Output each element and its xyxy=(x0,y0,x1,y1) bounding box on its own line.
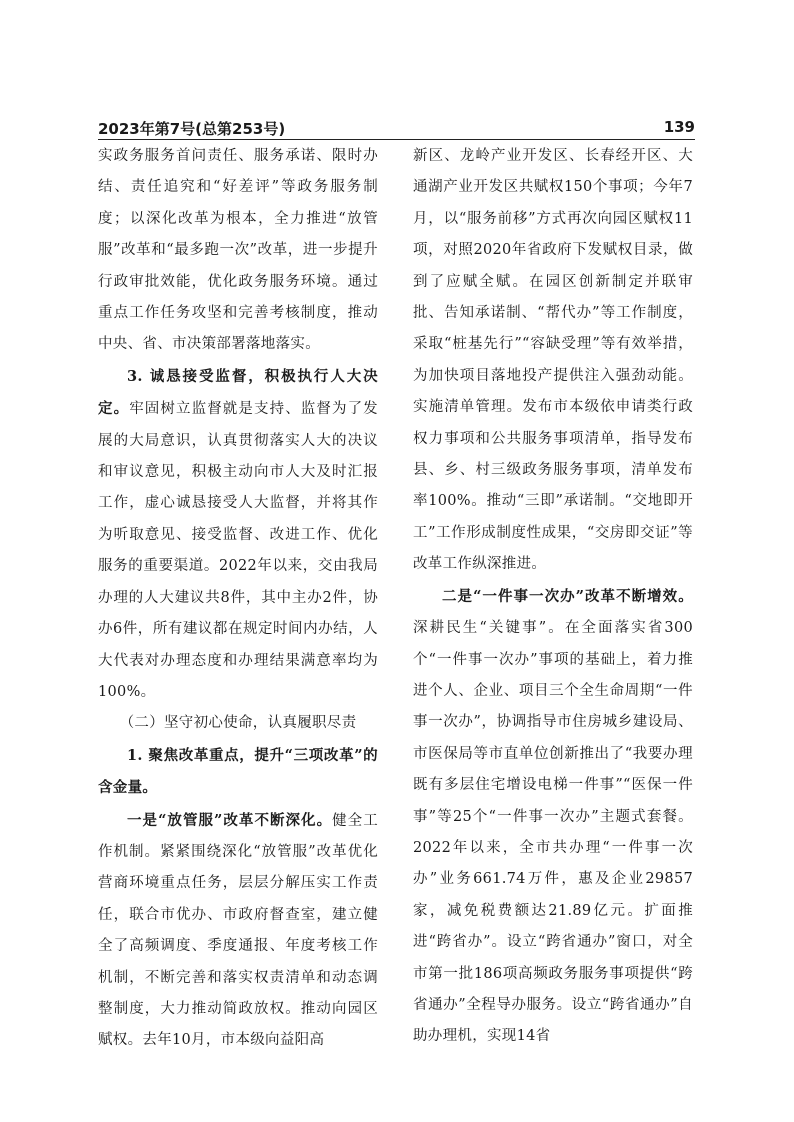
paragraph-continued: 新区、龙岭产业开发区、长春经开区、大通湖产业开发区共赋权150个事项；今年7月，以“服务前移”方式再次向园区赋权11项，对照2020年省政府下发赋权目录，做到了应赋全赋。在园区创新制定并联审批、告知承诺制、“帮代办”等工作制度，采取“桩基先行”“容缺受理”等有效举措，为加快项目落地投产提供注入强劲动能。实施清单管理。发布市本级依申请类行政权力事项和公共服务事项清单，指导发布县、乡、村三级政务服务事项，清单发布率100%。推动“三即”承诺制。“交地即开工”工作形成制度性成果，“交房即交证”等改革工作纵深推进。 xyxy=(413,148,693,573)
paragraph-fangguanfu xyxy=(98,805,378,1057)
left-column xyxy=(98,141,378,1057)
paragraph-heading: 二是“一件事一次办”改革不断增效。 xyxy=(442,587,693,605)
right-column xyxy=(413,141,693,1053)
paragraph-body: 深耕民生“关键事”。在全面落实省300个“一件事一次办”事项的基础上，着力推进个人、企业、项目三个全生命周期“一件事一次办”，协调指导市住房城乡建设局、市医保局等市直单位创新推出了“我要办理既有多层住宅增设电梯一件事”“医保一件事”等25个“一件事一次办”主题式套餐。2022年以来，全市共办理“一件事一次办”业务661.74万件，惠及企业29857家，减免税费额达21.89亿元。扩面推进“跨省办”。设立“跨省通办”窗口，对全市第一批186项高频政务服务事项提供“跨省通办”全程导办服务。设立“跨省通办”自助办理机，实现14省 xyxy=(413,620,693,1045)
paragraph-heading: 一是“放管服”改革不断深化。 xyxy=(127,811,333,829)
subsection-heading xyxy=(98,740,378,805)
page-number: 139 xyxy=(663,118,695,136)
paragraph-body: 健全工作机制。紧紧围绕深化“放管服”改革优化营商环境重点任务，层层分解压实工作责任，联合市优办、市政府督查室，建立健全了高频调度、季度通报、年度考核工作机制，不断完善和落实权责清单和动态调整制度，大力推动简政放权。推动向园区赋权。去年10月，市本级向益阳高 xyxy=(98,812,378,1049)
issue-label: 2023年第7号(总第253号) xyxy=(98,120,286,138)
paragraph-one-thing xyxy=(413,581,693,1053)
paragraph-supervision xyxy=(98,361,378,708)
section-heading: （二）坚守初心使命，认真履职尽责 xyxy=(119,715,357,732)
header-rule xyxy=(98,139,695,140)
paragraph-heading: 3. 诚恳接受监督，积极执行人大决定。 xyxy=(98,367,378,418)
subsection-heading-text: 1. 聚焦改革重点，提升“三项改革”的含金量。 xyxy=(98,746,378,797)
page-header xyxy=(98,118,695,140)
paragraph-continued: 实政务服务首问责任、服务承诺、限时办结、责任追究和“好差评”等政务服务制度；以深化改革为根本，全力推进“放管服”改革和“最多跑一次”改革，进一步提升行政审批效能，优化政务服务环境。通过重点工作任务攻坚和完善考核制度，推动中央、省、市决策部署落地落实。 xyxy=(98,148,378,353)
paragraph-body: 牢固树立监督就是支持、监督为了发展的大局意识，认真贯彻落实人大的决议和审议意见，积极主动向市人大及时汇报工作，虚心诚恳接受人大监督，并将其作为听取意见、接受监督、改进工作、优化服务的重要渠道。2022年以来，交由我局办理的人大建议共8件，其中主办2件，协办6件，所有建议都在规定时间内办结，人大代表对办理态度和办理结果满意率均为100%。 xyxy=(98,401,378,700)
